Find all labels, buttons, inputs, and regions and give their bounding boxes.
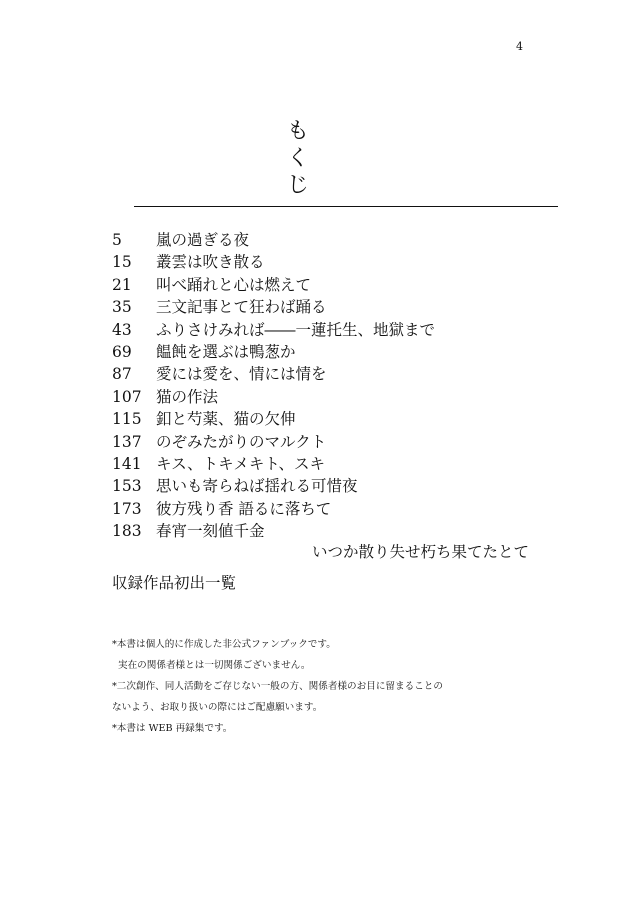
title-divider (134, 206, 558, 207)
toc-entry-title: 釦と芍薬、猫の欠伸 (156, 410, 296, 429)
page-title-char: く (286, 146, 309, 171)
toc-entry-title: のぞみたがりのマルクト (156, 432, 327, 451)
toc-entry-title: 彼方残り香 語るに落ちて (156, 499, 332, 518)
page-title (286, 118, 310, 199)
disclaimer-notes (112, 634, 532, 739)
toc-page-number: 5 (112, 231, 122, 249)
toc-entry (112, 319, 592, 341)
note-line: *本書は個人的に作成した非公式ファンブックです。 (112, 639, 336, 650)
toc-entry-subtitle: いつか散り失せ朽ち果てたとて (312, 543, 530, 561)
toc-page-number: 87 (112, 365, 132, 384)
note-line: *本書は WEB 再録集です。 (112, 723, 233, 734)
toc-page-number: 141 (112, 454, 142, 473)
toc-page-number: 21 (112, 275, 132, 294)
table-of-contents (112, 229, 592, 561)
toc-entry-title: 三文記事とて狂わば踊る (156, 298, 327, 317)
toc-entry (112, 520, 592, 542)
toc-entry-title: 嵐の過ぎる夜 (156, 231, 250, 249)
toc-entry-title: キス、トキメキト、スキ (156, 454, 325, 473)
toc-entry-title: 愛には愛を、情には情を (156, 365, 327, 384)
note-line: *二次創作、同人活動をご存じない一般の方、関係者様のお目に留まることの (112, 681, 443, 692)
toc-entry (112, 475, 592, 497)
toc-page-number: 173 (112, 499, 142, 518)
note-line: 実在の関係者様とは一切関係ございません。 (118, 660, 311, 671)
toc-page-number: 183 (112, 522, 142, 541)
toc-page-number: 43 (112, 320, 132, 339)
page-title-char: じ (286, 173, 309, 198)
appendix-heading: 収録作品初出一覧 (112, 574, 237, 592)
toc-page-number: 15 (112, 253, 132, 272)
toc-entry (112, 229, 592, 251)
toc-entry-title: 叫べ踊れと心は燃えて (156, 275, 312, 294)
toc-entry (112, 341, 592, 363)
toc-entry (112, 251, 592, 273)
toc-entry (112, 408, 592, 430)
toc-entry (112, 386, 592, 408)
toc-page-number: 69 (112, 342, 132, 361)
toc-page-number: 115 (112, 410, 142, 429)
toc-entry-title: 春宵一刻値千金 (156, 522, 265, 541)
toc-entry-title: 叢雲は吹き散る (156, 253, 265, 272)
toc-entry (112, 363, 592, 385)
toc-entry (112, 274, 592, 296)
toc-entry (112, 498, 592, 520)
toc-entry (112, 431, 592, 453)
page-number: 4 (516, 40, 523, 53)
toc-entry-title: 饂飩を選ぶは鴨葱か (156, 342, 296, 361)
toc-page-number: 107 (112, 387, 142, 406)
toc-entry-title: ふりさけみれば――一蓮托生、地獄まで (156, 320, 436, 339)
toc-entry (112, 296, 592, 318)
toc-entry-title: 思いも寄らねば揺れる可惜夜 (156, 477, 358, 496)
page-title-char: も (286, 119, 309, 144)
toc-entry (112, 453, 592, 475)
note-line: ないよう、お取り扱いの際にはご配慮願います。 (112, 702, 323, 713)
toc-page-number: 35 (112, 298, 132, 317)
toc-page-number: 137 (112, 432, 142, 451)
toc-entry-title: 猫の作法 (156, 387, 219, 406)
toc-page-number: 153 (112, 477, 142, 496)
